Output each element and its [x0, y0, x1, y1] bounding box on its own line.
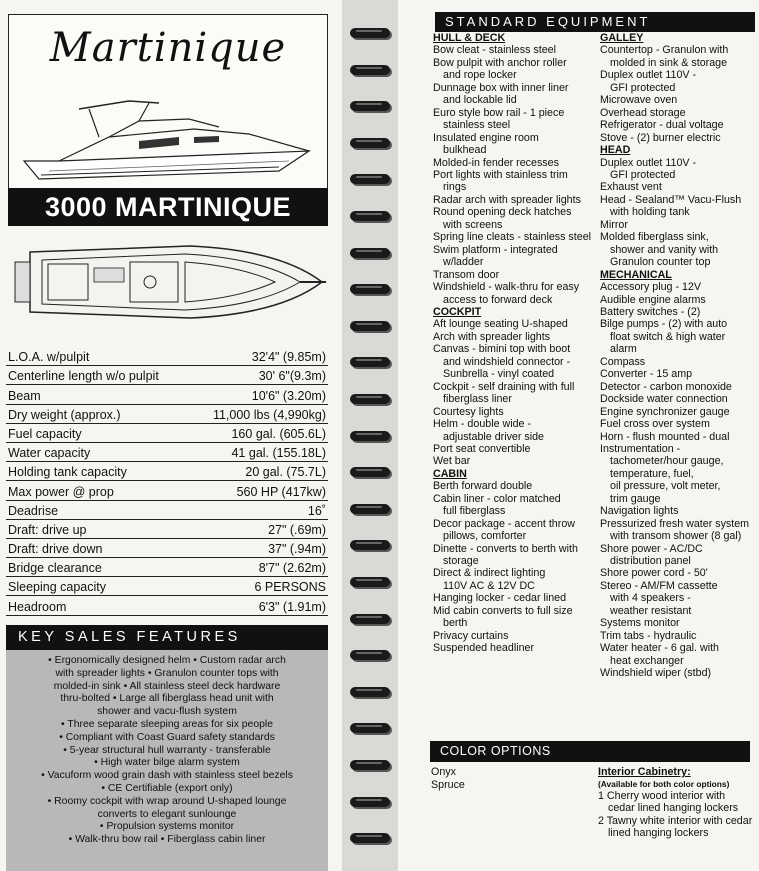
equipment-item: Privacy curtains	[433, 629, 509, 642]
equipment-item: Arch with spreader lights	[433, 330, 551, 343]
equipment-item-continued: Granulon counter top	[610, 256, 711, 269]
equipment-item: Suspended headliner	[433, 642, 535, 655]
feature-line: • 5-year structural hull warranty - transferable	[63, 744, 271, 756]
equipment-item-continued: bulkhead	[443, 144, 487, 157]
equipment-item-continued: float switch & high water	[610, 330, 726, 343]
equipment-item-continued: storage	[443, 555, 479, 568]
equipment-item-continued: GFI protected	[610, 81, 676, 94]
specifications-table	[6, 347, 328, 616]
spec-value: 560 HP (417kw)	[236, 484, 326, 499]
equipment-item: Helm - double wide -	[433, 418, 532, 431]
equipment-item: Shore power cord - 50'	[600, 567, 708, 580]
feature-line: • Roomy cockpit with wrap around U-shaped lounge	[47, 795, 287, 807]
binding-ring	[350, 284, 390, 294]
equipment-item: Overhead storage	[600, 106, 686, 119]
section-heading: COCKPIT	[433, 305, 482, 318]
binding-ring	[350, 467, 390, 477]
equipment-item: Molded-in fender recesses	[433, 156, 559, 169]
spec-value: 16˚	[307, 503, 326, 518]
equipment-item: Radar arch with spreader lights	[433, 193, 581, 206]
spec-value: 27" (.69m)	[268, 522, 326, 537]
equipment-item: Engine synchronizer gauge	[600, 405, 730, 418]
boat-profile-drawing	[19, 79, 319, 184]
equipment-item-continued: tachometer/hour gauge,	[610, 455, 724, 468]
equipment-item-continued: trim gauge	[610, 492, 661, 505]
binding-ring	[350, 65, 390, 75]
spec-label: Fuel capacity	[8, 426, 82, 441]
feature-line: • Walk-thru bow rail • Fiberglass cabin liner	[68, 834, 266, 846]
key-sales-features-list	[6, 650, 328, 871]
feature-line: • Propulsion systems monitor	[99, 821, 235, 833]
equipment-item: Shore power - AC/DC	[600, 542, 703, 555]
equipment-item-continued: and rope locker	[443, 69, 517, 82]
binding-ring	[350, 101, 390, 111]
feature-line: molded-in sink • All stainless steel deck hardware	[53, 680, 281, 692]
equipment-column-right	[600, 32, 758, 680]
spec-value: 6 PERSONS	[254, 580, 326, 595]
equipment-item-continued: oil pressure, volt meter,	[610, 480, 721, 493]
equipment-item: Compass	[600, 355, 646, 368]
binding-ring	[350, 540, 390, 550]
equipment-item: Insulated engine room	[433, 131, 539, 144]
spec-label: Max power @ prop	[8, 484, 114, 499]
deck-plan-drawing	[10, 232, 330, 332]
feature-line: • Vacuform wood grain dash with stainless steel bezels	[41, 770, 293, 782]
equipment-item-continued: with transom shower (8 gal)	[610, 530, 742, 543]
spec-value: 10'6" (3.20m)	[251, 388, 326, 403]
equipment-item-continued: temperature, fuel,	[610, 467, 694, 480]
equipment-item: Trim tabs - hydraulic	[600, 629, 697, 642]
equipment-item: Horn - flush mounted - dual	[600, 430, 730, 443]
binding-ring	[350, 357, 390, 367]
equipment-item: Microwave oven	[600, 94, 678, 107]
spec-value: 32'4" (9.85m)	[251, 350, 326, 365]
spec-label: Deadrise	[8, 503, 59, 518]
equipment-item-continued: shower and vanity with	[610, 243, 719, 256]
spec-row	[6, 481, 328, 500]
spec-label: L.O.A. w/pulpit	[8, 350, 90, 365]
equipment-item-continued: rings	[443, 181, 467, 194]
title-panel	[8, 14, 328, 189]
feature-line: • Compliant with Coast Guard safety standards	[59, 731, 275, 743]
spec-row	[6, 366, 328, 385]
interior-cabinetry	[598, 766, 756, 840]
equipment-item-continued: with holding tank	[610, 206, 690, 219]
equipment-item: Direct & indirect lighting	[433, 567, 546, 580]
spec-value: 30' 6"(9.3m)	[258, 369, 326, 384]
equipment-item-continued: fiberglass liner	[443, 393, 512, 406]
feature-line: • CE Certifiable (export only)	[101, 782, 233, 794]
feature-line: thru-bolted • Large all fiberglass head unit with	[60, 693, 274, 705]
equipment-item-continued: w/ladder	[443, 256, 484, 269]
spec-row	[6, 501, 328, 520]
equipment-item: Euro style bow rail - 1 piece	[433, 106, 565, 119]
spec-value: 20 gal. (75.7L)	[245, 465, 326, 480]
equipment-item: 1 Cherry wood interior with	[598, 789, 726, 802]
spec-row	[6, 558, 328, 577]
binding-ring	[350, 394, 390, 404]
equipment-item-continued: adjustable driver side	[443, 430, 544, 443]
spec-label: Draft: drive down	[8, 542, 103, 557]
equipment-item: Aft lounge seating U-shaped	[433, 318, 568, 331]
binding-ring	[350, 723, 390, 733]
equipment-item: Systems monitor	[600, 617, 680, 630]
equipment-item-continued: molded in sink & storage	[610, 56, 728, 69]
spec-label: Centerline length w/o pulpit	[8, 369, 159, 384]
equipment-item: Port lights with stainless trim	[433, 168, 568, 181]
equipment-item: Canvas - bimini top with boot	[433, 343, 571, 356]
equipment-item-continued: GFI protected	[610, 168, 676, 181]
equipment-item: Spring line cleats - stainless steel	[433, 231, 592, 244]
feature-line: converts to elegant sunlounge	[97, 808, 237, 820]
feature-line: • Three separate sleeping areas for six people	[61, 718, 273, 730]
spec-row	[6, 539, 328, 558]
feature-line: shower and vacu-flush system	[97, 706, 237, 718]
binding-ring	[350, 687, 390, 697]
equipment-item: Head - Sealand™ Vacu-Flush	[600, 193, 742, 206]
spec-value: 41 gal. (155.18L)	[231, 446, 326, 461]
section-heading: CABIN	[433, 467, 467, 480]
equipment-item-continued: alarm	[610, 343, 637, 356]
color-options-header: COLOR OPTIONS	[430, 741, 750, 762]
equipment-column-left	[433, 32, 603, 655]
equipment-item: Navigation lights	[600, 505, 679, 518]
binding-ring	[350, 614, 390, 624]
equipment-item: Port seat convertible	[433, 442, 531, 455]
equipment-item: Windshield wiper (stbd)	[600, 667, 712, 680]
binding-ring	[350, 650, 390, 660]
section-heading: HULL & DECK	[433, 32, 506, 44]
spec-label: Water capacity	[8, 446, 91, 461]
section-heading: HEAD	[600, 144, 631, 157]
equipment-item: Transom door	[433, 268, 500, 281]
equipment-item: Mid cabin converts to full size	[433, 604, 573, 617]
cabinetry-title: Interior Cabinetry:	[598, 766, 691, 778]
equipment-item: Windshield - walk-thru for easy	[433, 281, 580, 294]
equipment-item: Exhaust vent	[600, 181, 662, 194]
equipment-item: Converter - 15 amp	[600, 368, 693, 381]
binding-ring	[350, 248, 390, 258]
spec-row	[6, 520, 328, 539]
equipment-item: Pressurized fresh water system	[600, 517, 750, 530]
spec-value: 11,000 lbs (4,990kg)	[212, 407, 326, 422]
equipment-item: Round opening deck hatches	[433, 206, 572, 219]
spec-row	[6, 577, 328, 596]
spec-label: Dry weight (approx.)	[8, 407, 121, 422]
equipment-item-continued: distribution panel	[610, 555, 691, 568]
spec-row	[6, 405, 328, 424]
equipment-item: Refrigerator - dual voltage	[600, 119, 724, 132]
cabinetry-note: (Available for both color options)	[598, 778, 730, 789]
binding-ring	[350, 321, 390, 331]
section-heading: MECHANICAL	[600, 268, 672, 281]
equipment-item: Dunnage box with inner liner	[433, 81, 569, 94]
equipment-item: Bow pulpit with anchor roller	[433, 56, 567, 69]
spec-label: Bridge clearance	[8, 561, 102, 576]
equipment-item-continued: weather resistant	[610, 604, 692, 617]
color-option: Onyx	[431, 766, 456, 778]
spec-value: 6'3" (1.91m)	[258, 599, 326, 614]
equipment-item: Swim platform - integrated	[433, 243, 558, 256]
equipment-item: Duplex outlet 110V -	[600, 69, 697, 82]
equipment-item: Decor package - accent throw	[433, 517, 575, 530]
equipment-item: Bilge pumps - (2) with auto	[600, 318, 728, 331]
equipment-item: Cabin liner - color matched	[433, 492, 561, 505]
equipment-item: Courtesy lights	[433, 405, 504, 418]
equipment-item: Hanging locker - cedar lined	[433, 592, 567, 605]
equipment-item-continued: berth	[443, 617, 468, 630]
equipment-item: Instrumentation -	[600, 442, 681, 455]
spec-value: 37" (.94m)	[268, 542, 326, 557]
feature-line: with spreader lights • Granulon counter tops with	[55, 667, 279, 679]
spec-row	[6, 443, 328, 462]
binding-ring	[350, 797, 390, 807]
equipment-item-continued: with screens	[443, 218, 503, 231]
equipment-item: Battery switches - (2)	[600, 305, 701, 318]
equipment-item: Duplex outlet 110V -	[600, 156, 697, 169]
spec-value: 160 gal. (605.6L)	[231, 426, 326, 441]
color-options-list	[431, 766, 465, 791]
binding-ring	[350, 504, 390, 514]
key-sales-features-header: KEY SALES FEATURES	[6, 625, 328, 650]
equipment-item: Water heater - 6 gal. with	[600, 642, 719, 655]
equipment-item-continued: and lockable lid	[443, 94, 517, 107]
equipment-item-continued: full fiberglass	[443, 505, 506, 518]
feature-line: • Ergonomically designed helm • Custom radar arch	[48, 655, 286, 666]
equipment-item: Molded fiberglass sink,	[600, 231, 709, 244]
equipment-item: Audible engine alarms	[600, 293, 706, 306]
spec-label: Draft: drive up	[8, 522, 87, 537]
section-heading: GALLEY	[600, 32, 644, 44]
equipment-item-continued: access to forward deck	[443, 293, 553, 306]
equipment-item: 2 Tawny white interior with cedar	[598, 814, 753, 827]
binding-ring	[350, 138, 390, 148]
standard-equipment-header: STANDARD EQUIPMENT	[435, 12, 755, 32]
equipment-item: Accessory plug - 12V	[600, 281, 701, 294]
equipment-item-continued: pillows, comforter	[443, 530, 527, 543]
equipment-item-continued: 110V AC & 12V DC	[443, 579, 535, 592]
spec-row	[6, 596, 328, 615]
equipment-item-continued: lined hanging lockers	[608, 827, 709, 840]
binding-ring	[350, 211, 390, 221]
equipment-item-continued: stainless steel	[443, 119, 511, 132]
equipment-item: Countertop - Granulon with	[600, 44, 729, 57]
spec-row	[6, 462, 328, 481]
cabinetry-items	[598, 790, 756, 840]
equipment-item: Cockpit - self draining with full	[433, 380, 575, 393]
binding-ring	[350, 431, 390, 441]
binding-ring	[350, 28, 390, 38]
equipment-item-continued: Sunbrella - vinyl coated	[443, 368, 555, 381]
spec-label: Holding tank capacity	[8, 465, 127, 480]
binding-ring	[350, 833, 390, 843]
equipment-item: Stereo - AM/FM cassette	[600, 579, 718, 592]
spec-label: Sleeping capacity	[8, 580, 106, 595]
equipment-item: Stove - (2) burner electric	[600, 131, 721, 144]
binding-ring	[350, 174, 390, 184]
equipment-item: Mirror	[600, 218, 628, 231]
equipment-item-continued: with 4 speakers -	[610, 592, 691, 605]
equipment-item-continued: and windshield connector -	[443, 355, 571, 368]
script-title: Martinique	[49, 25, 287, 71]
equipment-item-continued: heat exchanger	[610, 654, 684, 667]
spec-row	[6, 347, 328, 366]
color-option: Spruce	[431, 778, 465, 791]
feature-line: • High water bilge alarm system	[94, 757, 240, 769]
binding-ring	[350, 760, 390, 770]
equipment-item: Bow cleat - stainless steel	[433, 44, 556, 57]
equipment-item: Wet bar	[433, 455, 471, 468]
equipment-item: Detector - carbon monoxide	[600, 380, 732, 393]
spec-label: Headroom	[8, 599, 67, 614]
binding-ring	[350, 577, 390, 587]
equipment-item: Dockside water connection	[600, 393, 728, 406]
equipment-item: Fuel cross over system	[600, 418, 710, 431]
spec-row	[6, 385, 328, 404]
model-banner: 3000 MARTINIQUE	[8, 188, 328, 226]
equipment-item: Dinette - converts to berth with	[433, 542, 578, 555]
spec-value: 8'7" (2.62m)	[258, 561, 326, 576]
equipment-item: Berth forward double	[433, 480, 533, 493]
spec-label: Beam	[8, 388, 41, 403]
spec-row	[6, 424, 328, 443]
equipment-item-continued: cedar lined hanging lockers	[608, 802, 739, 815]
